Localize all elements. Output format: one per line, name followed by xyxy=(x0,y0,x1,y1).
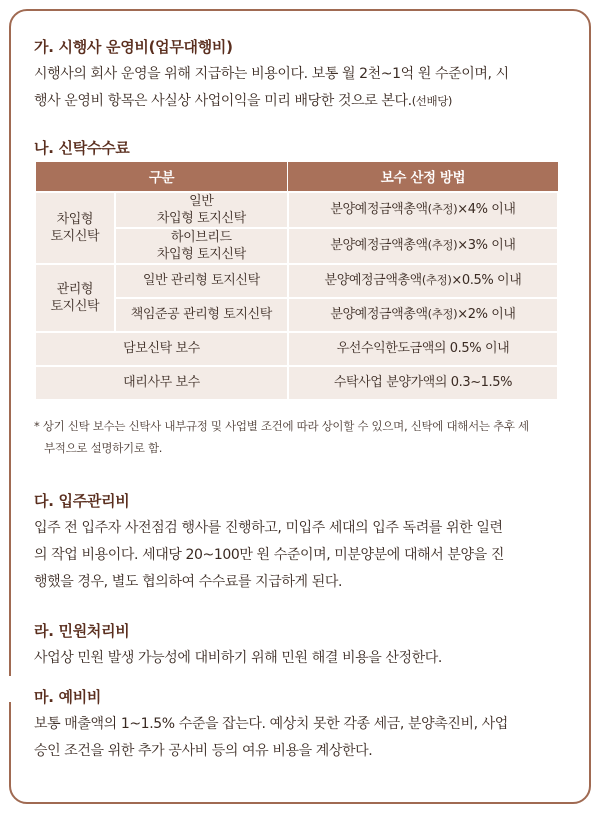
method-cell xyxy=(288,192,558,228)
content-frame xyxy=(9,9,591,804)
method-rate: ×0.5% 이내 xyxy=(451,273,522,288)
section-heading: 가. 시행사 운영비(업무대행비) xyxy=(34,38,233,56)
table-row xyxy=(35,264,558,298)
method-cell xyxy=(288,228,558,264)
section-body xyxy=(34,645,566,672)
sub-category: 책임준공 관리형 토지신탁 xyxy=(115,298,288,332)
body-line: 행했을 경우, 별도 협의하여 수수료를 지급하게 된다. xyxy=(34,574,343,590)
footnote-line: 부적으로 설명하기로 함. xyxy=(44,441,163,455)
method-text: 분양예정금액총액 xyxy=(330,238,428,253)
method-text: 분양예정금액총액 xyxy=(324,273,422,288)
method-note: (추정) xyxy=(427,238,458,252)
group-label-line: 토지신탁 xyxy=(50,298,100,314)
section-heading: 라. 민원처리비 xyxy=(34,622,130,640)
section-reserve-fund xyxy=(34,686,566,765)
section-operating-cost xyxy=(34,36,566,115)
method-cell xyxy=(288,298,558,332)
trust-fee-table xyxy=(34,161,559,401)
footnote-line: * 상기 신탁 보수는 신탁사 내부규정 및 사업별 조건에 따라 상이할 수 있으며, 신탁에 대해서는 추후 세 xyxy=(34,419,529,433)
sub-line: 일반 xyxy=(189,193,214,209)
body-line: 보통 매출액의 1~1.5% 수준을 잡는다. 예상치 못한 각종 세금, 분양촉진비, 사업 xyxy=(34,716,508,732)
section-heading: 마. 예비비 xyxy=(34,688,102,706)
body-line: 사업상 민원 발생 가능성에 대비하기 위해 민원 해결 비용을 산정한다. xyxy=(34,650,442,666)
category-cell: 대리사무 보수 xyxy=(35,366,288,400)
section-move-in-cost xyxy=(34,490,566,596)
method-text: 분양예정금액총액 xyxy=(330,307,428,322)
group-label-line: 차입형 xyxy=(56,211,94,227)
method-note: (추정) xyxy=(421,273,452,287)
method-rate: ×3% 이내 xyxy=(457,238,516,253)
section-body xyxy=(34,61,566,115)
body-line: 승인 조건을 위한 추가 공사비 등의 여유 비용을 계상한다. xyxy=(34,743,373,759)
sub-line: 차입형 토지신탁 xyxy=(156,210,246,226)
sub-category: 일반 관리형 토지신탁 xyxy=(115,264,288,298)
section-heading: 다. 입주관리비 xyxy=(34,492,130,510)
section-heading: 나. 신탁수수료 xyxy=(34,139,130,157)
body-line: 시행사의 회사 운영을 위해 지급하는 비용이다. 보통 월 2천~1억 원 수준이며, 시 xyxy=(34,66,509,82)
body-text: 행사 운영비 항목은 사실상 사업이익을 미리 배당한 것으로 본다. xyxy=(34,93,412,109)
table-row xyxy=(35,366,558,400)
header-method: 보수 산정 방법 xyxy=(288,162,558,192)
group-label xyxy=(35,264,115,332)
method-text: 분양예정금액총액 xyxy=(330,202,428,217)
method-cell: 우선수익한도금액의 0.5% 이내 xyxy=(288,332,558,366)
category-cell: 담보신탁 보수 xyxy=(35,332,288,366)
method-note: (추정) xyxy=(427,307,458,321)
method-note: (추정) xyxy=(427,202,458,216)
body-line: 입주 전 입주자 사전점검 행사를 진행하고, 미입주 세대의 입주 독려를 위한 일련 xyxy=(34,520,503,536)
method-cell xyxy=(288,264,558,298)
table-footnote xyxy=(34,415,564,459)
table-row xyxy=(35,332,558,366)
body-suffix: (선배당) xyxy=(411,94,452,108)
sub-line: 하이브리드 xyxy=(170,229,232,245)
header-category: 구분 xyxy=(35,162,288,192)
section-trust-fee xyxy=(34,137,566,158)
body-line xyxy=(34,88,566,115)
method-rate: ×4% 이내 xyxy=(457,202,516,217)
section-complaint-cost xyxy=(34,620,566,672)
sub-line: 차입형 토지신탁 xyxy=(156,246,246,262)
group-label-line: 관리형 xyxy=(56,281,94,297)
sub-category xyxy=(115,228,288,264)
group-label xyxy=(35,192,115,264)
section-body xyxy=(34,515,566,596)
section-body xyxy=(34,711,566,765)
table-header-row xyxy=(35,162,558,192)
method-rate: ×2% 이내 xyxy=(457,307,516,322)
table-row xyxy=(35,192,558,228)
group-label-line: 토지신탁 xyxy=(50,228,100,244)
body-line: 의 작업 비용이다. 세대당 20~100만 원 수준이며, 미분양분에 대해서 분양을 진 xyxy=(34,547,504,563)
method-cell: 수탁사업 분양가액의 0.3~1.5% xyxy=(288,366,558,400)
sub-category xyxy=(115,192,288,228)
frame-gap xyxy=(4,676,18,702)
